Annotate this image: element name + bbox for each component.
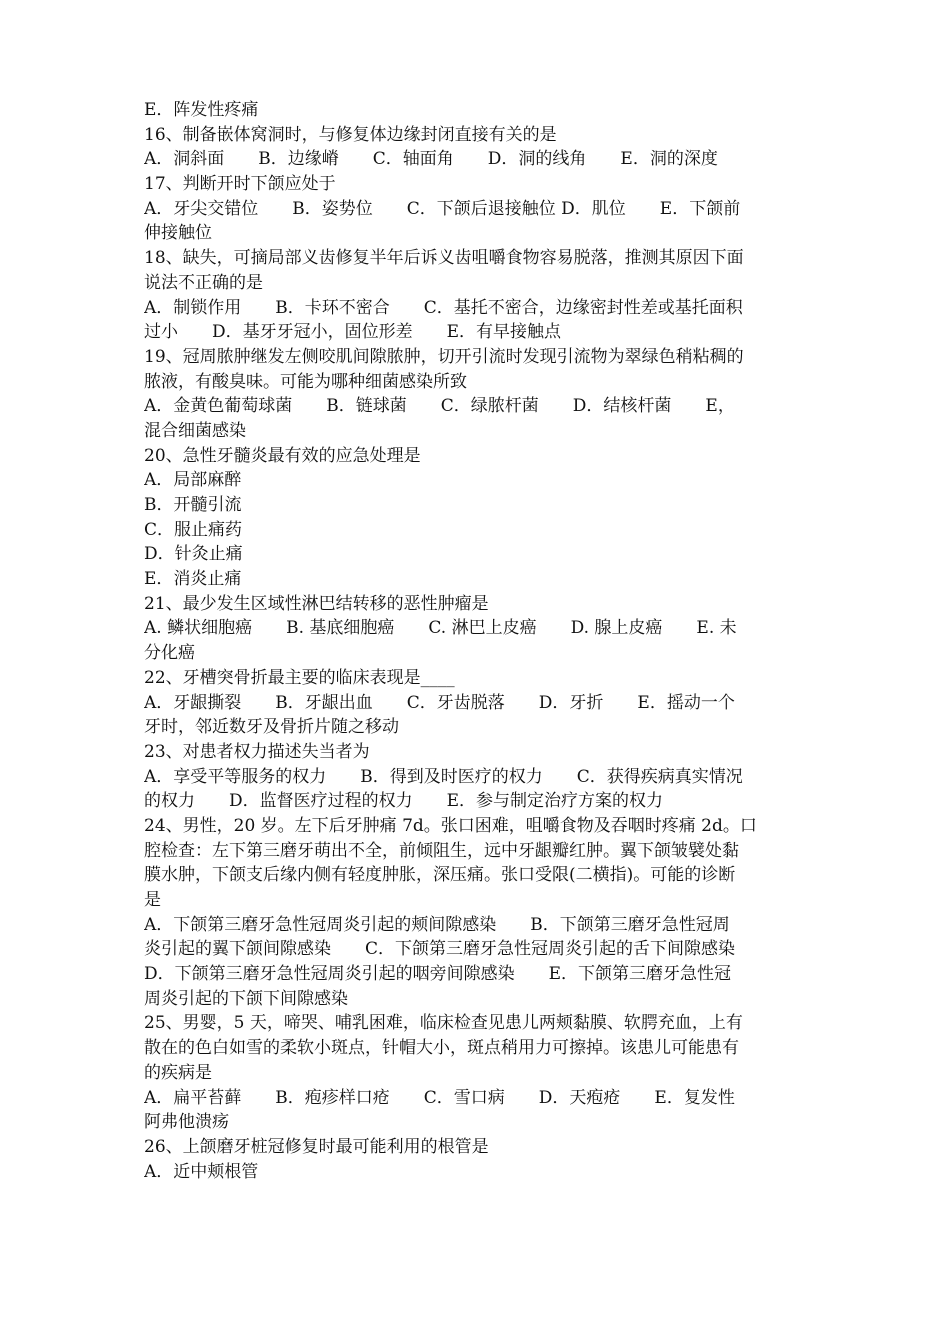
text-line: 阿弗他溃疡 [144,1112,229,1133]
text-line: 脓液，有酸臭味。可能为哪种细菌感染所致 [144,371,467,392]
option-line: A．局部麻醉 [144,470,242,491]
option-line: E．消炎止痛 [144,569,242,590]
text-line: D．下颌第三磨牙急性冠周炎引起的咽旁间隙感染 E．下颌第三磨牙急性冠 [144,964,732,985]
text-line: A．金黄色葡萄球菌 B．链球菌 C．绿脓杆菌 D．结核杆菌 E， [144,396,735,417]
question-21: 21、最少发生区域性淋巴结转移的恶性肿瘤是 [144,593,489,614]
text-line: A．牙龈撕裂 B．牙龈出血 C．牙齿脱落 D．牙折 E．摇动一个 [144,692,735,713]
question-26: 26、上颌磨牙桩冠修复时最可能利用的根管是 [144,1136,489,1157]
option-line: B．开髓引流 [144,495,242,515]
question-24: 24、男性，20 岁。左下后牙肿痛 7d。张口困难，咀嚼食物及吞咽时疼痛 2d。口 [144,815,757,836]
question-17: 17、判断开时下颌应处于 [144,174,336,195]
text-line: 分化癌 [144,643,195,664]
text-line: A．洞斜面 B．边缘嵴 C．轴面角 D．洞的线角 E．洞的深度 [144,149,718,170]
text-line: A．享受平等服务的权力 B．得到及时医疗的权力 C．获得疾病真实情况 [144,766,743,787]
text-line: 的权力 D．监督医疗过程的权力 E．参与制定治疗方案的权力 [144,791,664,812]
question-18: 18、缺失，可摘局部义齿修复半年后诉义齿咀嚼食物容易脱落，推测其原因下面 [144,248,744,269]
text-line: 的疾病是 [144,1062,212,1083]
question-25: 25、男婴，5 天，啼哭、哺乳困难，临床检查见患儿两颊黏膜、软腭充血，上有 [144,1013,743,1034]
text-line: 说法不正确的是 [144,272,263,293]
question-23: 23、对患者权力描述失当者为 [144,741,370,762]
text-line: E．阵发性疼痛 [144,100,259,120]
document-page [144,98,816,1184]
text-line: 膜水肿，下颌支后缘内侧有轻度肿胀，深压痛。张口受限(二横指)。可能的诊断 [144,865,736,886]
text-line: 伸接触位 [144,223,212,244]
text-line: 炎引起的翼下颌间隙感染 C．下颌第三磨牙急性冠周炎引起的舌下间隙感染 [144,939,736,960]
option-line: A．近中颊根管 [144,1161,259,1182]
text-line: A．下颌第三磨牙急性冠周炎引起的颊间隙感染 B．下颌第三磨牙急性冠周 [144,914,730,935]
text-line: 周炎引起的下颌下间隙感染 [144,988,348,1009]
text-line: A．制锁作用 B．卡环不密合 C．基托不密合，边缘密封性差或基托面积 [144,297,743,318]
option-line: D．针灸止痛 [144,544,243,565]
question-16: 16、制备嵌体窝洞时，与修复体边缘封闭直接有关的是 [144,124,557,145]
text-line: 过小 D．基牙牙冠小，固位形差 E．有早接触点 [144,322,562,343]
text-line: 牙时，邻近数牙及骨折片随之移动 [144,717,399,738]
text-line: A．扁平苔藓 B．疱疹样口疮 C．雪口病 D．天疱疮 E．复发性 [144,1087,735,1108]
question-22: 22、牙槽突骨折最主要的临床表现是____ [144,667,455,688]
option-line: C．服止痛药 [144,519,243,540]
text-line: A. 鳞状细胞癌 B. 基底细胞癌 C. 淋巴上皮癌 D. 腺上皮癌 E. 未 [144,618,737,639]
text-line: A．牙尖交错位 B．姿势位 C．下颌后退接触位 D．肌位 E．下颌前 [144,198,741,219]
question-19: 19、冠周脓肿继发左侧咬肌间隙脓肿，切开引流时发现引流物为翠绿色稍粘稠的 [144,346,744,367]
question-20: 20、急性牙髓炎最有效的应急处理是 [144,445,421,466]
text-line: 是 [144,890,161,910]
text-line: 散在的色白如雪的柔软小斑点，针帽大小，斑点稍用力可擦掉。该患儿可能患有 [144,1038,739,1059]
text-line: 腔检查：左下第三磨牙萌出不全，前倾阻生，远中牙龈瓣红肿。翼下颌皱襞处黏 [144,840,739,861]
text-line: 混合细菌感染 [144,420,246,441]
